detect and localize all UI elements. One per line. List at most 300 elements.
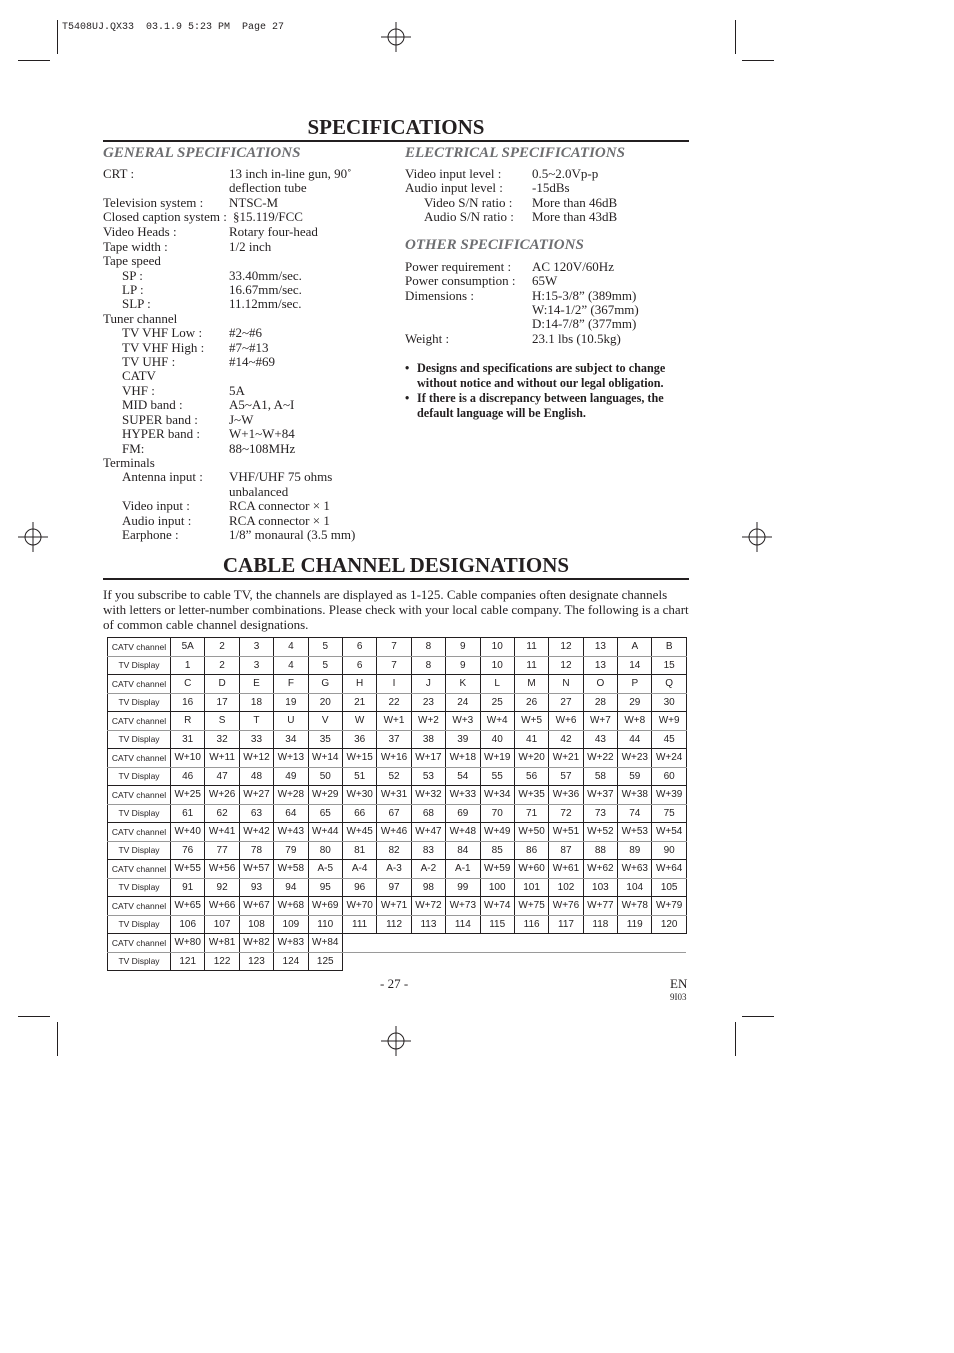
crop-mark [735, 20, 736, 54]
spec-label: Tuner channel [103, 311, 178, 326]
channel-cell: 28 [583, 693, 617, 712]
channel-cell: W+57 [239, 860, 273, 879]
channel-cell: 9 [446, 638, 480, 657]
channel-cell: 26 [514, 693, 548, 712]
tv-display-label: TV Display [108, 693, 171, 712]
tv-display-label: TV Display [108, 952, 171, 971]
spec-value: 16.67mm/sec. [229, 282, 302, 297]
channel-cell: 112 [377, 915, 411, 934]
channel-cell: W+52 [583, 823, 617, 842]
spec-label: TV UHF : [122, 354, 176, 369]
catv-channel-label: CATV channel [108, 934, 171, 953]
channel-cell: 59 [618, 767, 652, 786]
channel-cell: 30 [652, 693, 686, 712]
channel-cell: 122 [205, 952, 239, 971]
channel-cell: W+74 [480, 897, 514, 916]
spec-value: §15.119/FCC [233, 209, 303, 224]
channel-cell: W+76 [549, 897, 583, 916]
channel-cell: 45 [652, 730, 686, 749]
specifications-title: SPECIFICATIONS [103, 114, 689, 142]
channel-cell: 21 [342, 693, 376, 712]
channel-cell: W+82 [239, 934, 273, 953]
channel-cell: W+40 [171, 823, 205, 842]
channel-cell: 39 [446, 730, 480, 749]
channel-cell: 7 [377, 656, 411, 675]
channel-cell: 65 [308, 804, 342, 823]
channel-cell: W+79 [652, 897, 686, 916]
spec-value: #7~#13 [229, 340, 269, 355]
spec-value: 33.40mm/sec. [229, 268, 302, 283]
catv-channel-row [108, 823, 687, 842]
channel-cell: 115 [480, 915, 514, 934]
channel-cell: W+21 [549, 749, 583, 768]
channel-cell: W+3 [446, 712, 480, 731]
spec-value: D:14-7/8” (377mm) [532, 316, 637, 331]
spec-value: 5A [229, 383, 245, 398]
channel-cell: 13 [583, 656, 617, 675]
spec-label: Video Heads : [103, 224, 177, 239]
other-specs-heading: OTHER SPECIFICATIONS [405, 237, 584, 253]
channel-cell: W+15 [342, 749, 376, 768]
tv-display-row [108, 730, 687, 749]
channel-cell: 72 [549, 804, 583, 823]
catv-channel-label: CATV channel [108, 897, 171, 916]
channel-cell: W+78 [618, 897, 652, 916]
channel-cell: 7 [377, 638, 411, 657]
note-item: If there is a discrepancy between languages, the default language will be English. [417, 391, 664, 420]
channel-cell: U [274, 712, 308, 731]
channel-cell: 101 [514, 878, 548, 897]
channel-cell: W+18 [446, 749, 480, 768]
channel-cell: 48 [239, 767, 273, 786]
channel-cell: 83 [411, 841, 445, 860]
tv-display-row [108, 841, 687, 860]
catv-channel-label: CATV channel [108, 860, 171, 879]
channel-cell: W+37 [583, 786, 617, 805]
channel-cell: W+72 [411, 897, 445, 916]
channel-cell: W+69 [308, 897, 342, 916]
channel-cell: W+17 [411, 749, 445, 768]
channel-cell: 92 [205, 878, 239, 897]
catv-channel-row [108, 897, 687, 916]
channel-cell: W+23 [618, 749, 652, 768]
crop-mark [735, 1022, 736, 1056]
spec-value: RCA connector × 1 [229, 498, 330, 513]
crop-mark [742, 1016, 774, 1017]
spec-label: Power consumption : [405, 273, 516, 288]
tv-display-label: TV Display [108, 730, 171, 749]
channel-cell: W+12 [239, 749, 273, 768]
tv-display-label: TV Display [108, 767, 171, 786]
channel-cell: 74 [618, 804, 652, 823]
channel-cell: W+48 [446, 823, 480, 842]
channel-cell: 52 [377, 767, 411, 786]
channel-cell: W+83 [274, 934, 308, 953]
channel-cell: W+63 [618, 860, 652, 879]
channel-cell: 5A [171, 638, 205, 657]
channel-cell: W+53 [618, 823, 652, 842]
spec-label: Television system : [103, 195, 204, 210]
channel-cell: 104 [618, 878, 652, 897]
crop-mark [57, 20, 58, 54]
spec-label: Tape width : [103, 239, 168, 254]
channel-cell: 47 [205, 767, 239, 786]
channel-cell: W+35 [514, 786, 548, 805]
channel-cell: A [618, 638, 652, 657]
catv-channel-row [108, 934, 687, 953]
channel-cell: R [171, 712, 205, 731]
channel-cell: W+62 [583, 860, 617, 879]
channel-cell: 100 [480, 878, 514, 897]
document-code: 9I03 [670, 992, 687, 1002]
spec-label: SLP : [122, 296, 151, 311]
channel-cell: 36 [342, 730, 376, 749]
channel-cell: 97 [377, 878, 411, 897]
channel-cell: W+16 [377, 749, 411, 768]
spec-value: More than 43dB [532, 209, 618, 224]
spec-value: deflection tube [229, 180, 307, 195]
spec-label: CRT : [103, 166, 135, 181]
channel-cell: H [342, 675, 376, 694]
channel-cell: 88 [583, 841, 617, 860]
channel-cell: 80 [308, 841, 342, 860]
channel-cell: W+43 [274, 823, 308, 842]
channel-cell: W+33 [446, 786, 480, 805]
channel-cell: W+80 [171, 934, 205, 953]
catv-channel-row [108, 786, 687, 805]
channel-cell: C [171, 675, 205, 694]
channel-cell: W+41 [205, 823, 239, 842]
channel-cell: N [549, 675, 583, 694]
electrical-specs-heading: ELECTRICAL SPECIFICATIONS [405, 145, 625, 161]
tv-display-row [108, 878, 687, 897]
channel-cell: 121 [171, 952, 205, 971]
crop-mark [18, 60, 50, 61]
channel-cell: W+9 [652, 712, 686, 731]
channel-cell: 111 [342, 915, 376, 934]
channel-cell: 15 [652, 656, 686, 675]
channel-cell: 94 [274, 878, 308, 897]
print-slug: T5408UJ.QX33 03.1.9 5:23 PM Page 27 [62, 22, 285, 33]
channel-cell: W+2 [411, 712, 445, 731]
channel-cell: 50 [308, 767, 342, 786]
channel-cell: 66 [342, 804, 376, 823]
channel-cell: 13 [583, 638, 617, 657]
spec-value: 13 inch in-line gun, 90˚ [229, 166, 352, 181]
channel-cell: 113 [411, 915, 445, 934]
channel-cell: 2 [205, 656, 239, 675]
empty-cell [342, 934, 686, 953]
note-item: Designs and specifications are subject to change without notice and without our legal obligation. [417, 361, 666, 390]
channel-cell: 31 [171, 730, 205, 749]
channel-cell: A-1 [446, 860, 480, 879]
channel-cell: 22 [377, 693, 411, 712]
channel-cell: 16 [171, 693, 205, 712]
channel-cell: 114 [446, 915, 480, 934]
channel-cell: 8 [411, 656, 445, 675]
channel-cell: W+28 [274, 786, 308, 805]
channel-cell: 102 [549, 878, 583, 897]
channel-cell: 43 [583, 730, 617, 749]
channel-cell: Q [652, 675, 686, 694]
tv-display-row [108, 804, 687, 823]
channel-cell: 73 [583, 804, 617, 823]
channel-cell: 6 [342, 638, 376, 657]
channel-cell: 62 [205, 804, 239, 823]
channel-cell: 64 [274, 804, 308, 823]
channel-cell: 119 [618, 915, 652, 934]
catv-channel-row [108, 638, 687, 657]
channel-cell: 60 [652, 767, 686, 786]
catv-channel-label: CATV channel [108, 786, 171, 805]
spec-label: Weight : [405, 331, 450, 346]
tv-display-label: TV Display [108, 878, 171, 897]
channel-cell: 79 [274, 841, 308, 860]
channel-cell: 107 [205, 915, 239, 934]
channel-cell: A-4 [342, 860, 376, 879]
registration-mark-icon [18, 522, 48, 552]
channel-cell: W+8 [618, 712, 652, 731]
channel-cell: 10 [480, 656, 514, 675]
channel-cell: 87 [549, 841, 583, 860]
channel-cell: 68 [411, 804, 445, 823]
channel-cell: W+70 [342, 897, 376, 916]
channel-cell: W+58 [274, 860, 308, 879]
channel-cell: 109 [274, 915, 308, 934]
channel-cell: W+24 [652, 749, 686, 768]
channel-cell: 14 [618, 656, 652, 675]
channel-cell: A-5 [308, 860, 342, 879]
tv-display-row [108, 693, 687, 712]
channel-cell: 69 [446, 804, 480, 823]
channel-cell: 85 [480, 841, 514, 860]
channel-cell: 3 [239, 656, 273, 675]
channel-cell: M [514, 675, 548, 694]
channel-cell: 19 [274, 693, 308, 712]
channel-cell: 106 [171, 915, 205, 934]
channel-cell: T [239, 712, 273, 731]
channel-cell: 25 [480, 693, 514, 712]
channel-cell: 118 [583, 915, 617, 934]
tv-display-row [108, 952, 687, 971]
channel-cell: 10 [480, 638, 514, 657]
tv-display-row [108, 656, 687, 675]
spec-label: TV VHF Low : [122, 325, 203, 340]
channel-cell: 123 [239, 952, 273, 971]
channel-cell: W+4 [480, 712, 514, 731]
tv-display-label: TV Display [108, 656, 171, 675]
page-number: - 27 - [380, 976, 409, 991]
channel-cell: 82 [377, 841, 411, 860]
spec-value: 1/2 inch [229, 239, 272, 254]
channel-cell: 105 [652, 878, 686, 897]
spec-label: Audio input level : [405, 180, 503, 195]
channel-cell: 56 [514, 767, 548, 786]
channel-cell: W+38 [618, 786, 652, 805]
channel-cell: W+6 [549, 712, 583, 731]
channel-cell: W+44 [308, 823, 342, 842]
channel-cell: 53 [411, 767, 445, 786]
channel-cell: 11 [514, 656, 548, 675]
channel-cell: W+22 [583, 749, 617, 768]
spec-label: SUPER band : [122, 412, 198, 427]
registration-mark-icon [381, 1026, 411, 1056]
channel-cell: J [411, 675, 445, 694]
channel-cell: 38 [411, 730, 445, 749]
channel-cell: 98 [411, 878, 445, 897]
channel-cell: K [446, 675, 480, 694]
catv-channel-row [108, 712, 687, 731]
channel-cell: 23 [411, 693, 445, 712]
channel-cell: 27 [549, 693, 583, 712]
channel-cell: 78 [239, 841, 273, 860]
channel-cell: 58 [583, 767, 617, 786]
channel-cell: 41 [514, 730, 548, 749]
spec-label: Power requirement : [405, 259, 512, 274]
spec-label: MID band : [122, 397, 183, 412]
channel-cell: 20 [308, 693, 342, 712]
channel-cell: 120 [652, 915, 686, 934]
spec-value: AC 120V/60Hz [532, 259, 614, 274]
channel-cell: 9 [446, 656, 480, 675]
channel-cell: W+68 [274, 897, 308, 916]
channel-cell: 108 [239, 915, 273, 934]
channel-cell: 1 [171, 656, 205, 675]
catv-channel-label: CATV channel [108, 675, 171, 694]
spec-value: VHF/UHF 75 ohms [229, 469, 333, 484]
channel-cell: W+32 [411, 786, 445, 805]
spec-row [103, 167, 134, 181]
channel-cell: W+45 [342, 823, 376, 842]
spec-label: Terminals [103, 455, 155, 470]
spec-label: LP : [122, 282, 144, 297]
spec-value: H:15-3/8” (389mm) [532, 288, 637, 303]
channel-cell: 4 [274, 656, 308, 675]
tv-display-label: TV Display [108, 804, 171, 823]
channel-cell: W+13 [274, 749, 308, 768]
channel-cell: W+25 [171, 786, 205, 805]
spec-label: HYPER band : [122, 426, 200, 441]
channel-cell: 77 [205, 841, 239, 860]
spec-label: Video S/N ratio : [424, 195, 513, 210]
channel-cell: 35 [308, 730, 342, 749]
crop-mark [57, 1022, 58, 1056]
spec-value: #2~#6 [229, 325, 263, 340]
channel-cell: 8 [411, 638, 445, 657]
channel-cell: 44 [618, 730, 652, 749]
channel-cell: A-3 [377, 860, 411, 879]
channel-cell: 89 [618, 841, 652, 860]
channel-cell: W+5 [514, 712, 548, 731]
channel-cell: I [377, 675, 411, 694]
channel-cell: 17 [205, 693, 239, 712]
channel-cell: W+26 [205, 786, 239, 805]
spec-value: -15dBs [532, 180, 570, 195]
channel-cell: 11 [514, 638, 548, 657]
channel-cell: W+73 [446, 897, 480, 916]
channel-cell: 57 [549, 767, 583, 786]
channel-cell: 18 [239, 693, 273, 712]
channel-cell: 32 [205, 730, 239, 749]
channel-cell: 6 [342, 656, 376, 675]
spec-label: Closed caption system : [103, 209, 227, 224]
channel-cell: 54 [446, 767, 480, 786]
spec-label: Audio S/N ratio : [424, 209, 514, 224]
spec-value: W:14-1/2” (367mm) [532, 302, 639, 317]
channel-cell: W+19 [480, 749, 514, 768]
channel-cell: 116 [514, 915, 548, 934]
channel-cell: W+66 [205, 897, 239, 916]
channel-cell: 4 [274, 638, 308, 657]
channel-cell: 75 [652, 804, 686, 823]
channel-cell: W+14 [308, 749, 342, 768]
note-bullet-icon: • [405, 361, 410, 375]
spec-label: Video input level : [405, 166, 502, 181]
spec-value: More than 46dB [532, 195, 618, 210]
channel-cell: W+60 [514, 860, 548, 879]
channel-cell: W+67 [239, 897, 273, 916]
channel-cell: W+29 [308, 786, 342, 805]
channel-cell: W+46 [377, 823, 411, 842]
channel-cell: 55 [480, 767, 514, 786]
channel-cell: W+20 [514, 749, 548, 768]
channel-cell: A-2 [411, 860, 445, 879]
channel-cell: W+55 [171, 860, 205, 879]
channel-cell: F [274, 675, 308, 694]
spec-value: Rotary four-head [229, 224, 318, 239]
channel-cell: W+7 [583, 712, 617, 731]
spec-value: A5~A1, A~I [229, 397, 295, 412]
channel-cell: 96 [342, 878, 376, 897]
channel-cell: 81 [342, 841, 376, 860]
channel-cell: W+75 [514, 897, 548, 916]
cable-title: CABLE CHANNEL DESIGNATIONS [103, 552, 689, 580]
channel-cell: 71 [514, 804, 548, 823]
channel-cell: D [205, 675, 239, 694]
general-specs-heading: GENERAL SPECIFICATIONS [103, 145, 301, 161]
tv-display-row [108, 767, 687, 786]
channel-cell: W+34 [480, 786, 514, 805]
channel-cell: 124 [274, 952, 308, 971]
registration-mark-icon [381, 22, 411, 52]
spec-label: Video input : [122, 498, 190, 513]
catv-channel-label: CATV channel [108, 823, 171, 842]
channel-cell: W+36 [549, 786, 583, 805]
spec-label: VHF : [122, 383, 155, 398]
channel-cell: 33 [239, 730, 273, 749]
spec-value: 1/8” monaural (3.5 mm) [229, 527, 356, 542]
channel-cell: W+31 [377, 786, 411, 805]
channel-cell: 125 [308, 952, 342, 971]
channel-cell: W+59 [480, 860, 514, 879]
spec-label: TV VHF High : [122, 340, 205, 355]
channel-cell: 84 [446, 841, 480, 860]
crop-mark [742, 60, 774, 61]
channel-cell: 70 [480, 804, 514, 823]
channel-cell: V [308, 712, 342, 731]
spec-value: 0.5~2.0Vp-p [532, 166, 599, 181]
spec-value: W+1~W+84 [229, 426, 295, 441]
catv-channel-row [108, 860, 687, 879]
channel-cell: 29 [618, 693, 652, 712]
tv-display-row [108, 915, 687, 934]
tv-display-label: TV Display [108, 915, 171, 934]
channel-cell: W+71 [377, 897, 411, 916]
spec-value: 23.1 lbs (10.5kg) [532, 331, 621, 346]
channel-cell: W+39 [652, 786, 686, 805]
catv-channel-label: CATV channel [108, 712, 171, 731]
channel-cell: 117 [549, 915, 583, 934]
